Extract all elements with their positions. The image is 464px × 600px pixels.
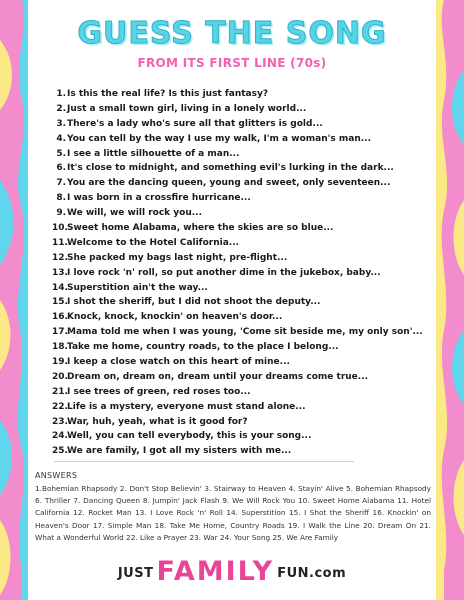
question-number: 6.: [56, 163, 66, 174]
question-text: Welcome to the Hotel California...: [67, 237, 240, 248]
question-number: 15.: [52, 297, 68, 308]
question-item: [52, 429, 432, 444]
question-item: [52, 370, 432, 385]
question-number: 24.: [52, 431, 68, 442]
question-item: [52, 295, 432, 310]
right-decorative-border: [436, 0, 464, 600]
question-item: [52, 191, 432, 206]
question-text: Life is a mystery, everyone must stand alone...: [67, 401, 306, 412]
question-item: [52, 206, 432, 221]
brand-logo-just: JUST: [117, 566, 154, 581]
brand-logo: [0, 556, 464, 587]
left-decorative-border: [0, 0, 28, 600]
question-item: [52, 325, 432, 340]
question-item: [52, 281, 432, 296]
question-number: 19.: [52, 357, 68, 368]
question-number: 9.: [56, 208, 66, 219]
question-list: [52, 87, 432, 459]
question-item: [52, 102, 432, 117]
question-text: Is this the real life? Is this just fantasy?: [67, 89, 269, 99]
question-text: Dream on, dream on, dream until your dreams come true...: [67, 371, 369, 382]
question-item: [52, 176, 432, 191]
question-item: [52, 117, 432, 132]
question-number: 12.: [52, 252, 68, 263]
divider: [54, 461, 354, 462]
question-number: 14.: [52, 282, 68, 293]
question-item: [52, 415, 432, 430]
question-text: War, huh, yeah, what is it good for?: [67, 416, 248, 427]
question-text: It's close to midnight, and something evil's lurking in the dark...: [67, 163, 394, 174]
question-text: I shot the sheriff, but I did not shoot the deputy...: [67, 297, 321, 308]
question-text: I keep a close watch on this heart of mine...: [67, 357, 290, 368]
question-number: 22.: [52, 401, 68, 412]
question-number: 13.: [52, 267, 68, 278]
question-text: I was born in a crossfire hurricane...: [67, 193, 251, 204]
question-number: 7.: [56, 178, 66, 189]
question-text: Superstition ain't the way...: [67, 282, 208, 293]
question-number: 2.: [56, 103, 66, 114]
question-item: [52, 251, 432, 266]
question-number: 5.: [56, 148, 66, 159]
question-item: [52, 221, 432, 236]
question-number: 1.: [56, 89, 66, 99]
question-number: 21.: [52, 386, 68, 397]
question-text: Sweet home Alabama, where the skies are so blue...: [67, 223, 334, 234]
page-title: GUESS THE SONG: [77, 16, 387, 51]
question-text: I see a little silhouette of a man...: [67, 148, 240, 159]
question-number: 4.: [56, 133, 66, 144]
question-text: Knock, knock, knockin' on heaven's door...: [67, 312, 283, 323]
question-number: 25.: [52, 446, 68, 457]
question-item: [52, 340, 432, 355]
question-text: Just a small town girl, living in a lonely world...: [67, 103, 307, 114]
question-text: Take me home, country roads, to the place I belong...: [67, 342, 339, 353]
answers-heading: ANSWERS: [35, 471, 78, 480]
question-text: I love rock 'n' roll, so put another dime in the jukebox, baby...: [67, 267, 381, 278]
question-item: [52, 147, 432, 162]
question-number: 11.: [52, 237, 68, 248]
question-item: [52, 444, 432, 459]
question-item: [52, 236, 432, 251]
question-text: You are the dancing queen, young and sweet, only seventeen...: [67, 178, 391, 189]
question-number: 3.: [56, 118, 66, 129]
question-number: 16.: [52, 312, 68, 323]
question-item: [52, 266, 432, 281]
question-text: There's a lady who's sure all that glitters is gold...: [67, 118, 323, 129]
question-item: [52, 355, 432, 370]
question-item: [52, 310, 432, 325]
question-text: We are family, I got all my sisters with me...: [67, 446, 292, 457]
brand-logo-family: FAMILY: [156, 556, 275, 587]
answers-text: 1.Bohemian Rhapsody 2. Don't Stop Believin' 3. Stairway to Heaven 4. Stayin' Alive 5. Bohemian Rhapsody 6. Thriller 7. Dancing Queen 8. Jumpin' Jack Flash 9. We Will Rock You 10. Sweet Home Alabama 11. Hotel California 12. Rocket Man 13. I Love Rock 'n' Roll 14. Superstition 15. I Shot the Sheriff 16. Knockin' on Heaven's Door 17. Simple Man 18. Take Me Home, Country Roads 19. I Walk the Line 20. Dream On 21. What a Wonderful World 22. Like a Prayer 23. War 24. Your Song 25. We Are Family: [35, 484, 431, 542]
question-number: 10.: [52, 223, 68, 234]
question-item: [52, 87, 432, 102]
question-text: Well, you can tell everybody, this is your song...: [67, 431, 312, 442]
question-text: You can tell by the way I use my walk, I'm a woman's man...: [67, 133, 371, 144]
question-text: She packed my bags last night, pre-flight...: [67, 252, 288, 263]
question-number: 18.: [52, 342, 68, 353]
question-item: [52, 400, 432, 415]
question-text: We will, we will rock you...: [67, 208, 203, 219]
question-number: 23.: [52, 416, 68, 427]
page-subtitle: FROM ITS FIRST LINE (70s): [137, 56, 327, 70]
question-item: [52, 161, 432, 176]
question-number: 20.: [52, 371, 68, 382]
question-number: 17.: [52, 327, 68, 338]
question-text: I see trees of green, red roses too...: [67, 386, 251, 397]
question-item: [52, 385, 432, 400]
question-text: Mama told me when I was young, 'Come sit beside me, my only son'...: [67, 327, 423, 338]
question-item: [52, 132, 432, 147]
question-number: 8.: [56, 193, 66, 204]
brand-logo-fun: FUN.com: [277, 566, 347, 581]
